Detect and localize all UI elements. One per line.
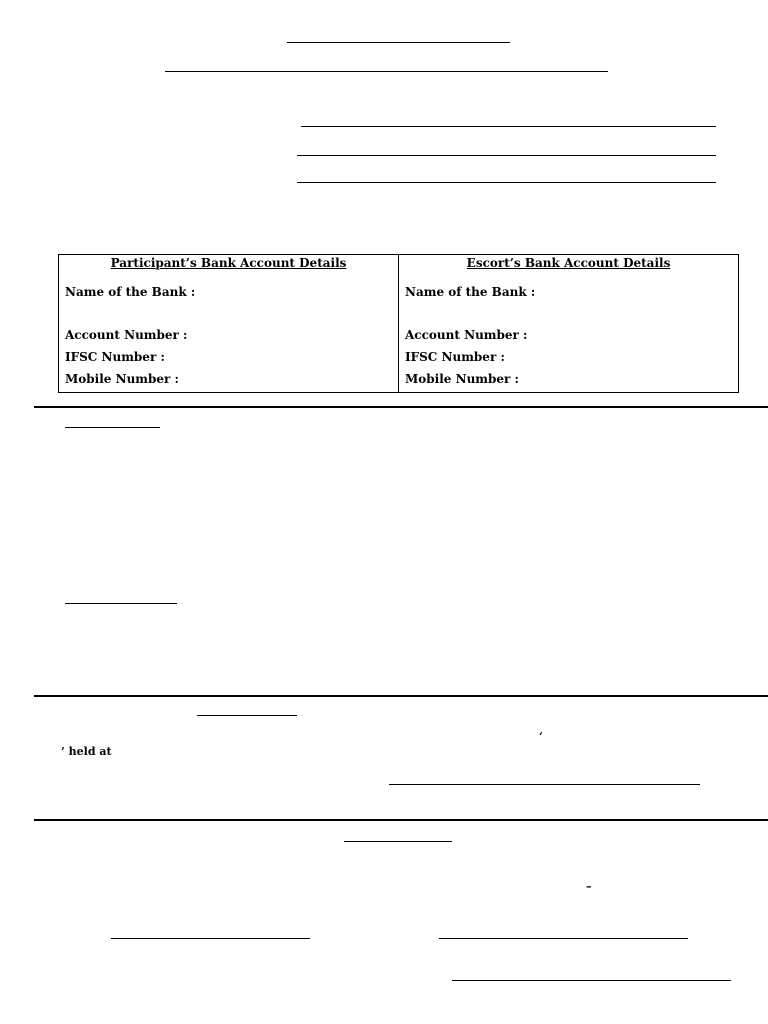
signature-line-bottom[interactable] bbox=[452, 980, 731, 981]
escort-bank-column bbox=[399, 255, 738, 392]
open-quote-mark: ‘ bbox=[539, 730, 543, 743]
section-divider-2 bbox=[34, 695, 768, 697]
signature-line-left[interactable] bbox=[111, 938, 310, 939]
section-heading-underline-4 bbox=[344, 841, 452, 842]
subtitle-line bbox=[165, 71, 608, 72]
escort-account-number-label: Account Number : bbox=[405, 328, 528, 342]
section-heading-underline-3 bbox=[197, 715, 297, 716]
dash-mark: – bbox=[586, 880, 592, 893]
held-at-text: ’ held at bbox=[61, 745, 112, 758]
bank-details-table bbox=[58, 254, 739, 393]
escort-mobile-label: Mobile Number : bbox=[405, 372, 519, 386]
section-divider-1 bbox=[34, 406, 768, 408]
section-divider-3 bbox=[34, 819, 768, 821]
fill-line-2[interactable] bbox=[297, 155, 716, 156]
escort-ifsc-label: IFSC Number : bbox=[405, 350, 505, 364]
escort-bank-heading: Escort’s Bank Account Details bbox=[466, 256, 671, 270]
signature-line-right[interactable] bbox=[439, 938, 688, 939]
participant-bank-heading: Participant’s Bank Account Details bbox=[110, 256, 347, 270]
section-heading-underline-2 bbox=[65, 603, 177, 604]
fill-line-4[interactable] bbox=[389, 784, 700, 785]
participant-bank-column bbox=[59, 255, 399, 392]
participant-ifsc-label: IFSC Number : bbox=[65, 350, 165, 364]
participant-mobile-label: Mobile Number : bbox=[65, 372, 179, 386]
escort-bank-name-label: Name of the Bank : bbox=[405, 285, 536, 299]
fill-line-3[interactable] bbox=[297, 182, 716, 183]
fill-line-1[interactable] bbox=[301, 126, 716, 127]
participant-account-number-label: Account Number : bbox=[65, 328, 188, 342]
section-heading-underline-1 bbox=[65, 427, 160, 428]
title-line bbox=[287, 42, 510, 43]
participant-bank-name-label: Name of the Bank : bbox=[65, 285, 196, 299]
